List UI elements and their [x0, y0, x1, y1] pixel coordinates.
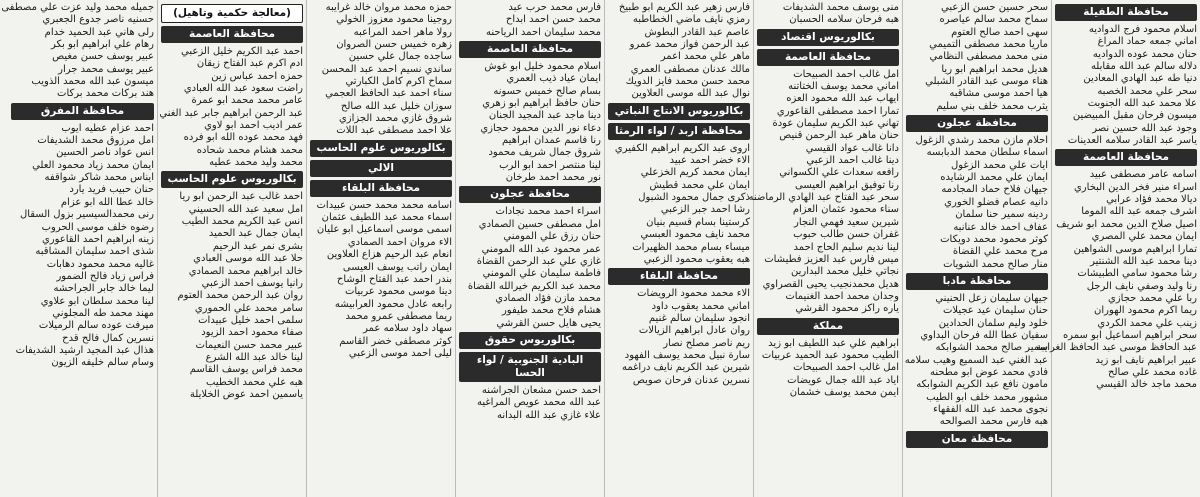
name-entry: احمد غالب عبد الرحمن ابو ريا: [179, 191, 303, 203]
name-entry: امل سعيد عبد الله الحسيني: [188, 203, 303, 215]
name-entry: نجاتي خليل محمد البدارين: [791, 266, 899, 278]
name-entry: رنا وليد وصفي نايف الرجل: [1086, 280, 1197, 292]
name-entry: رلى هاني عبد الحميد خدام: [44, 26, 154, 38]
name-entry: حنان حبيب فريد يارد: [69, 184, 154, 196]
name-entry: اسماء محمد عبد اللطيف عثمان: [321, 212, 452, 224]
section-header: محافظة العاصمة: [1055, 149, 1197, 166]
name-entry: امل غالب احمد الصبيحات: [793, 362, 899, 374]
name-entry: ديالا محمد فؤاد عرابي: [1106, 194, 1197, 206]
section-header: محافظة المفرق: [11, 103, 154, 120]
name-entry: رنى محمدالسيسير بزول السقال: [19, 209, 154, 221]
name-entry: بندر احمد عبد الفتاح الوشاح: [336, 273, 452, 285]
name-entry: دينا ماجد عبد المجيد الجنان: [488, 110, 601, 122]
name-entry: رهام علي ابراهيم ابو بكر: [50, 39, 154, 51]
name-entry: سحر حسين حسن الزعبي: [941, 2, 1048, 13]
name-entry: عبد الحافظ موسى عبد الحافظ الغرايبة: [1036, 342, 1197, 354]
name-entry: احلام مازن محمد رشدي الزغول: [915, 135, 1048, 147]
name-entry: رنا توفيق ابراهيم العيسى: [794, 179, 899, 191]
name-entry: ميساء بسام محمد الظهيرات: [632, 241, 750, 253]
name-entry: مشهور محمد خلف ابو الطيب: [926, 391, 1048, 403]
name-entry: اسمى موسى اسماعيل ابو عليان: [316, 224, 452, 236]
name-entry: دينا موسى محمود عربيات: [344, 286, 452, 298]
name-entry: رنا فاسم عمدان ابراهيم: [502, 135, 601, 147]
name-entry: شروق جمال شريف محمود: [488, 147, 601, 159]
name-entry: رولا ماهر احمد المراعبه: [353, 26, 452, 38]
name-entry: اماني محمد يوسف الختاتنه: [788, 81, 899, 93]
name-entry: نور محمد احمد طرخان: [505, 172, 601, 184]
name-entry: هناء موسى عبد القادر الشبلي: [925, 76, 1048, 88]
name-entry: اسراء منير فخر الدين البخاري: [1073, 181, 1197, 193]
name-entry: هديل محمدنجيب يحيى القصراوي: [762, 278, 899, 290]
name-entry: جميله محمد وليد عزت علي مصطفى: [1, 2, 154, 13]
name-entry: بسام صالح خميس حسونه: [493, 85, 601, 97]
name-entry: يثرب محمد خلف بني سليم: [936, 100, 1048, 112]
name-entry: عبير يوسف حسن مغيص: [52, 51, 154, 63]
name-entry: صفاء محمود احمد الزيود: [201, 327, 303, 339]
name-entry: ساندي نسيم احمد عبد المحسن: [321, 63, 452, 75]
name-entry: رشا محمود سامي الطبيشات: [1077, 268, 1197, 280]
name-entry: شروق غازي محمد الجزازي: [338, 113, 452, 125]
name-entry: ايهاب عبد الله محمود العزه: [786, 93, 899, 105]
section-header: الالي: [310, 160, 452, 177]
name-entry: ابراهيم علي عبد اللطيف ابو زيد: [768, 337, 899, 349]
name-entry: سحر ابراهيم اسماعيل ابو سمره: [1062, 329, 1197, 341]
name-entry: محمد حسن احمد ابداح: [505, 14, 601, 26]
name-entry: دعاء نور الدين محمود حجازي: [480, 122, 601, 134]
name-entry: منى يوسف محمد الشديفات: [782, 2, 899, 13]
name-entry: نوال عبد الله موسى العلاوين: [631, 88, 750, 100]
name-entry: حسنيه ناصر جدوع الجعبري: [42, 14, 154, 26]
name-entry: ادم اكرم عبد الفتاح زيقان: [196, 58, 303, 70]
name-entry: فراس زياد فالح الضمور: [56, 270, 154, 282]
section-header: محافظة مادبا: [906, 273, 1048, 290]
name-entry: هبه يعقوب محمود الزعبي: [643, 253, 750, 265]
name-entry: اسامه محمد محمد حسن عبيدات: [316, 199, 452, 211]
name-entry: زهره خميس حسن الصروان: [336, 39, 452, 51]
name-entry: عبد الله محمد عويص المراغيه: [477, 397, 601, 409]
section-header: محافظة اربد / لواء الرمثا: [608, 123, 750, 140]
name-entry: غاده محمد علي صالح: [1108, 366, 1197, 378]
name-entry: هذال عبد المجيد ارشيد الشديفات: [15, 344, 154, 356]
name-entry: انجود سليمان سالم غنيم: [648, 312, 750, 324]
name-entry: روان عادل ابراهيم الزيالات: [638, 325, 750, 337]
name-entry: امل مصطفى حسين الصمادي: [478, 218, 601, 230]
name-entry: مامون نافع عبد الكريم الشوابكه: [916, 379, 1048, 391]
name-entry: سهاد داود سلامه عمر: [363, 323, 452, 335]
name-entry: محمد وليد محمد عطيه: [209, 157, 303, 169]
name-entry: ريم ناصر مصلح نصار: [663, 337, 750, 349]
name-entry: اسامه عامر مصطفى عبيد: [1089, 169, 1197, 181]
name-entry: هديل محمد ابراهيم ابو ريا: [941, 63, 1048, 75]
name-entry: نسرين كمال فالح قدح: [62, 332, 154, 344]
name-entry: هيا احمد موسى مشاقبه: [949, 88, 1048, 100]
name-entry: نجوى محمد عبد الله الفقهاء: [933, 403, 1048, 415]
name-entry: تمارا احمد مصطفى القاعوري: [776, 105, 899, 117]
name-entry: رمزي نايف ماضي الخطاطبه: [632, 14, 750, 26]
name-entry: دينا محمد عبد الله الشنتير: [1090, 255, 1197, 267]
name-entry: ايناس محمد شاكر شواقفه: [44, 172, 154, 184]
name-entry: عبير يوسف محمد جرار: [58, 63, 154, 75]
name-entry: ماريا محمد مصطفى التميمي: [929, 39, 1048, 51]
section-header: البادية الجنوبية / لواء الحسا: [459, 352, 601, 382]
section-header: محافظة العاصمة: [757, 49, 899, 66]
name-entry: اماني محمد يعقوب داود: [651, 300, 750, 312]
name-entry: عبير محمد حسن النعيمات: [195, 339, 303, 351]
name-list-column: [455, 0, 604, 497]
section-header: محافظة عجلون: [906, 115, 1048, 132]
name-entry: علاء غازي عبد الله البدانه: [496, 409, 601, 421]
name-entry: ميسون عبد الله محمد الذويب: [31, 76, 154, 88]
name-entry: ردينه سمير حنا سلمان: [955, 209, 1048, 221]
name-entry: هبه فارس محمد الصوالحه: [939, 416, 1048, 428]
name-list-column: [902, 0, 1051, 497]
name-entry: جيهان فلاح حماد المجادمه: [941, 184, 1048, 196]
section-header: محافظة العاصمة: [161, 26, 303, 43]
name-entry: سهى احمد صالح العتوم: [951, 26, 1048, 38]
name-entry: اصيل صلاح الدين محمد ابو شريف: [1056, 218, 1197, 230]
name-entry: ايمان عياد ذيب العمري: [506, 73, 601, 85]
name-entry: فارس محمد حرب عبد: [508, 2, 601, 13]
section-header: بكالوريوس اقتصاد: [757, 29, 899, 46]
name-entry: محمد سليمان احمد الرياحنه: [486, 26, 601, 38]
section-header: محافظة العاصمة: [459, 41, 601, 58]
name-entry: محمد نايف محمود العبسي: [640, 229, 750, 241]
section-header: مملكة: [757, 318, 899, 335]
name-entry: سوزان خليل عبد الله صالح: [340, 100, 452, 112]
name-entry: اسلام محمود فرج الدواديه: [1088, 24, 1197, 35]
name-entry: خلود وليم سلمان الحدادين: [938, 317, 1048, 329]
name-entry: محمد مازن فؤاد الصمادي: [495, 292, 601, 304]
name-entry: منار صالح محمد الشويات: [943, 258, 1048, 270]
name-entry: الاء محمد محمود الرويضات: [637, 288, 750, 300]
name-entry: سماح محمد سالم عياصره: [939, 14, 1048, 26]
name-entry: ايمان علي محمد قطيش: [649, 179, 750, 191]
name-entry: راضت سعود عبد الله العبادي: [183, 83, 303, 95]
name-entry: تهاني عبد الكريم سليمان عودة: [772, 118, 899, 130]
name-entry: فارس زهير عبد الكريم ابو طبيخ: [618, 2, 750, 13]
name-entry: روجينا محمود معزوز الخولي: [336, 14, 452, 26]
name-entry: انس عبد الكريم محمد الطيب: [181, 216, 303, 228]
name-entry: ليلى احمد موسى الزعبي: [348, 347, 452, 359]
name-entry: رابعه عادل محمود العرابيشه: [334, 298, 452, 310]
name-entry: اشرف جمعه عبد الله الموما: [1081, 206, 1197, 218]
name-entry: سناء احمد عبد الحافظ العجمي: [325, 88, 452, 100]
name-entry: هشام فلاح محمد طيفور: [501, 305, 601, 317]
name-entry: لينا خالد عبد الله الشرع: [205, 351, 303, 363]
section-header: محافظة البلقاء: [310, 180, 452, 197]
name-entry: فهد محمد عوده الله ابو فرده: [183, 132, 303, 144]
name-list-column: [748, 0, 902, 497]
name-entry: سارة نبيل محمد يوسف الفهود: [624, 349, 750, 361]
name-entry: ريما مصطفى عمرو محمد: [345, 310, 452, 322]
name-entry: عبير ابراهيم نايف ابو زيد: [1095, 354, 1197, 366]
name-entry: عمر اديب احمد ابو لاوي: [204, 120, 303, 132]
name-entry: بشرى نمر عبد الرحيم: [212, 240, 303, 252]
name-list-column: [1, 0, 157, 497]
name-entry: لينا محمد سلطان ابو علاوي: [40, 295, 154, 307]
name-entry: سماح اكرم كامل الكبارتي: [345, 76, 452, 88]
name-entry: لينا منتصر احمد ابو الرب: [499, 159, 601, 171]
name-entry: نسرين عدنان فرحان صويص: [632, 374, 750, 386]
name-entry: مهند محمد طه المجلوني: [52, 307, 154, 319]
name-entry: محمد هشام محمد شحاده: [196, 144, 303, 156]
section-header: بكالوريوس علوم الحاسب: [310, 140, 452, 157]
section-header: (معالجة حكمية وتاهيل): [161, 4, 303, 23]
name-entry: مالك عدنان مصطفى العمري: [630, 63, 750, 75]
name-entry: ايمان محمد علي المصري: [1091, 231, 1197, 243]
name-entry: عبد الغني عبد السميع وهيب سلامه: [904, 354, 1048, 366]
name-entry: مرح محمد علي القضاة: [952, 246, 1048, 258]
name-entry: كوثر محمود محمد دويكات: [940, 233, 1048, 245]
name-entry: ايات علي محمد الزغول: [950, 159, 1048, 171]
name-entry: الاء خضر احمد عبيد: [669, 155, 750, 167]
name-entry: عامر محمد محمد ابو عمرة: [191, 95, 303, 107]
name-entry: ايمان محمد كريم الخزعلي: [640, 167, 750, 179]
name-entry: محمد فراس يوسف القاسم: [189, 364, 303, 376]
name-entry: تمارا ابراهيم موسى الشواهين: [1073, 243, 1197, 255]
name-entry: اسراء احمد محمد نجادات: [495, 206, 601, 218]
name-entry: محمد ماجد خالد القيسي: [1096, 379, 1197, 391]
name-list-column: [306, 0, 455, 497]
name-entry: ليما خالد جابر الجراحشه: [53, 283, 154, 295]
name-entry: ميسون فرحان مقبل المبيضين: [1072, 110, 1197, 122]
name-list-column: [604, 0, 753, 497]
name-entry: هبه علي محمد الخطيب: [206, 376, 303, 388]
name-entry: ياسمين احمد عوض الخلايلة: [189, 388, 303, 400]
name-entry: دينا غالب احمد الزعبي: [806, 155, 899, 167]
name-entry: اماني جمعه حماد المراغ: [1097, 36, 1197, 48]
section-header: محافظة البلقاء: [608, 268, 750, 285]
name-entry: احمد حسن مشعان الجراشنه: [481, 384, 601, 396]
name-entry: ربا علي محمد حجازي: [1108, 292, 1197, 304]
name-entry: فاطمة سليمان علي المومني: [482, 268, 601, 280]
name-entry: هند بركات محمد بركات: [57, 88, 154, 100]
name-entry: حنان ماهر عبد الرحمن قنيص: [779, 130, 899, 142]
name-entry: خالد ابراهيم محمد الصمادي: [188, 265, 303, 277]
section-header: بكالوريوس حقوق: [459, 332, 601, 349]
name-entry: سمير صالح محمد الشوابكه: [935, 342, 1048, 354]
name-entry: علا محمد عبد الله الجنوبت: [1087, 98, 1197, 110]
name-entry: ياسر عبد القادر سلامه العدينات: [1067, 135, 1197, 147]
name-entry: انس عواد ناصر الحسين: [56, 147, 154, 159]
section-header: محافظة الطفيلة: [1055, 4, 1197, 21]
name-entry: وجود عبد الله حسين نصر: [1092, 122, 1197, 134]
name-entry: عبد الرحمن ابراهيم جابر عبد الغني: [159, 107, 303, 119]
name-entry: وجدان محمد احمد الغنيمات: [785, 290, 899, 302]
name-entry: حنان حافظ ابراهيم ابو زهري: [482, 98, 601, 110]
name-entry: حنان محمد عوده الدواديه: [1092, 48, 1197, 60]
name-entry: ريما اكرم محمود الهوران: [1094, 305, 1197, 317]
name-entry: ذكرى جمال محمود الشبول: [638, 192, 750, 204]
name-entry: ميس فارس عبد العزيز فطيشات: [764, 253, 899, 265]
name-entry: احمد عزام عطيه ايوب: [61, 122, 154, 134]
name-entry: سحر عبد الفتاح عبد الهادي الرماضنه: [748, 192, 899, 204]
name-entry: ايمان محمد زياد محمود العلي: [32, 159, 154, 171]
name-entry: الاء مروان احمد الصمادي: [347, 236, 452, 248]
name-entry: ايمن محمد يوسف خشمان: [789, 386, 899, 398]
name-entry: سحر علي محمد الخصبه: [1097, 85, 1197, 97]
name-entry: يحيى هايل حسن القرشي: [496, 317, 601, 329]
name-entry: غاليه محمد محمود دهابات: [46, 258, 154, 270]
name-entry: منى محمد مصطفى النظامي: [929, 51, 1048, 63]
name-entry: غازي علي عبد الرحمن القضاة: [476, 255, 601, 267]
name-entry: كرستينا بسام قسيم بنيان: [646, 216, 750, 228]
name-entry: ايمان جمال عبد الحميد: [208, 228, 303, 240]
name-entry: علا احمد مصطفى عبد اللات: [336, 125, 452, 137]
name-entry: عفاف احمد خالد عنانبه: [953, 221, 1048, 233]
name-entry: عمر محمود عبد الله المومني: [481, 243, 601, 255]
name-entry: ياره راكز محمود القرشي: [795, 303, 899, 315]
name-entry: اسماء سلطان محمد الدبابسه: [926, 147, 1048, 159]
name-entry: شيرين عبد الكريم نايف دراغمه: [622, 362, 750, 374]
name-entry: رشا احمد جبر الزعبي: [660, 204, 750, 216]
name-list-column: [1036, 0, 1200, 497]
name-entry: ساجده جمال علي حسين: [348, 51, 452, 63]
name-entry: امل مرزوق محمد الشديفات: [37, 135, 154, 147]
name-entry: دانيه عصام فضلو الخوري: [944, 196, 1048, 208]
name-entry: خالد عطا الله ابو عزام: [60, 196, 154, 208]
name-entry: فادي محمد عوض ابو مطحنه: [929, 366, 1048, 378]
name-entry: حنان رزق علي المومني: [503, 231, 601, 243]
name-entry: روان عبد الرحمن محمد العتوم: [177, 290, 303, 302]
name-entry: سناء محمود عثمان العزام: [792, 204, 899, 216]
name-entry: دلاله سالم عبد الله مقابله: [1090, 61, 1197, 73]
name-entry: زينه ابراهيم احمد القاعوري: [41, 233, 154, 245]
name-entry: ماهر علي محمد اعمر: [660, 51, 750, 63]
name-entry: سلمى احمد خليل عبيدات: [198, 314, 303, 326]
name-entry: هبه فرحان سلامه الحسبان: [789, 14, 899, 26]
name-entry: حمزه محمد مروان خالد غرايبه: [325, 2, 452, 13]
name-entry: جيهان سليمان زعل الحنيني: [935, 292, 1048, 304]
name-entry: سفيان عطا الله فرحان البداوي: [920, 329, 1048, 341]
name-entry: لينا نديم سليم الحاج احمد: [793, 241, 899, 253]
name-entry: ايمان علي محمد الرشايده: [940, 172, 1048, 184]
section-header: محافظة معان: [906, 431, 1048, 448]
name-entry: اروى عبد الكريم ابراهيم الكفيري: [614, 142, 750, 154]
name-entry: عبد الرحمن فواز محمد عمرو: [629, 39, 750, 51]
name-entry: شذى احمد سليمان المشاقبه: [35, 246, 154, 258]
section-header: محافظة عجلون: [459, 186, 601, 203]
name-entry: دانا غالب عواد القيسي: [805, 142, 899, 154]
section-header: بكالوريوس علوم الحاسب: [161, 171, 303, 188]
name-entry: محمد عبد الكريم خيرالله القضاة: [467, 280, 601, 292]
name-entry: امل غالب احمد الصبيحات: [793, 68, 899, 80]
name-entry: عاصم عبد القادر البطوش: [644, 26, 750, 38]
name-entry: اسلام محمود خليل ابو غوش: [484, 61, 601, 73]
name-entry: حمزه احمد عباس زين: [211, 70, 303, 82]
name-entry: ميرفت عوده سالم الرميلات: [38, 320, 154, 332]
name-entry: وسام سالم خليفه الزيون: [51, 357, 154, 369]
name-entry: احمد عبد الكريم خليل الزعبي: [181, 46, 303, 57]
name-entry: اياد عبد الله جمال عويضات: [787, 374, 899, 386]
name-entry: الطيب محمود عبد الحميد عربيات: [761, 349, 899, 361]
name-entry: ايمان راتب يوسف العيسى: [342, 261, 452, 273]
name-entry: كوثر مصطفى خضر القاسم: [339, 335, 452, 347]
name-entry: غفران حسن طالب حبوب: [793, 229, 899, 241]
name-entry: رضوه خلف موسى الحروب: [41, 221, 154, 233]
name-entry: دنيا طه عبد الهادي المعادين: [1083, 73, 1197, 85]
section-header: بكالوريوس الانتاج النباتي: [608, 103, 750, 120]
name-entry: رافعه سعدات علي الكسواني: [779, 167, 899, 179]
name-list-column: [157, 0, 306, 497]
name-entry: زينب علي محمد الكردي: [1097, 317, 1197, 329]
name-entry: رانيا يوسف احمد الزعبي: [201, 277, 303, 289]
name-entry: شيرين سعيد فهمي النجار: [794, 216, 899, 228]
name-entry: سامر محمد علي الحموري: [194, 302, 303, 314]
name-entry: حلا عبد الله موسى العبادي: [193, 253, 303, 265]
name-entry: حنان سليمان عيد عجيلات: [942, 305, 1048, 317]
name-entry: انعام عبد الرحيم هزاع العلاوين: [326, 249, 452, 261]
name-entry: محمد حسن محمد فايز الدويك: [625, 76, 750, 88]
